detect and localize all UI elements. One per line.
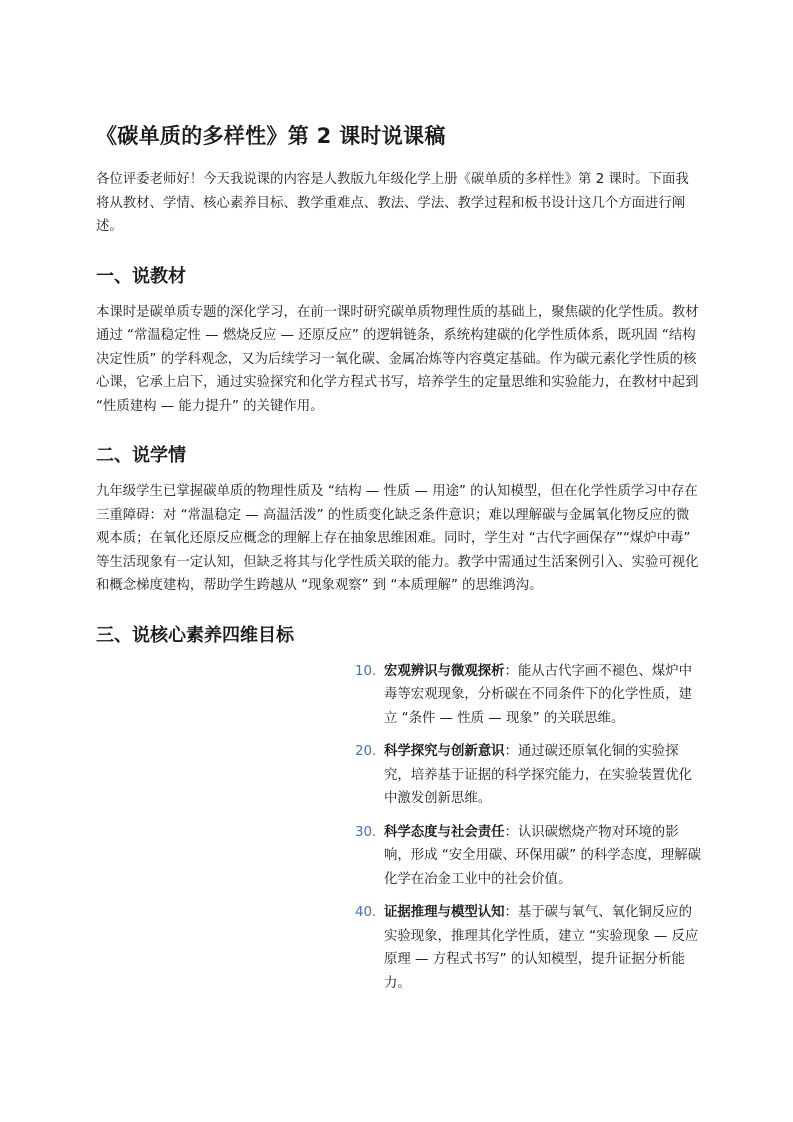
list-item [355,660,702,731]
section-heading-goals: 三、说核心素养四维目标 [96,624,294,646]
goal-label: 科学探究与创新意识 [384,744,505,759]
document-page [96,120,701,1005]
goal-label: 宏观辨识与微观探析 [384,663,505,679]
list-number: 10. [355,663,377,679]
section-text-textbook: 本课时是碳单质专题的深化学习，在前一课时研究碳单质物理性质的基础上，聚焦碳的化学性质。教材通过 “常温稳定性 — 燃烧反应 — 还原反应” 的逻辑链条，系统构建碳的化学性质体系，既巩固 “结构决定性质” 的学科观念，又为后续学习一氧化碳、金属冶炼等内容奠定基础。作为碳元素化学性质的核心课，它承上启下，通过实验探究和化学方程式书写，培养学生的定量思维和实验能力，在教材中起到 “性质建构 — 能力提升” 的关键作用。 [96,304,699,414]
goal-text: ：通过碳还原氧化铜的实验探究，培养基于证据的科学探究能力，在实验装置优化中激发创新思维。 [384,744,692,806]
goal-text: ：能从古代字画不褪色、煤炉中毒等宏观现象，分析碳在不同条件下的化学性质，建立 “条件 — 性质 — 现象” 的关联思维。 [384,663,692,726]
list-item [355,821,702,892]
goal-text: ：认识碳燃烧产物对环境的影响，形成 “安全用碳、环保用碳” 的科学态度，理解碳化学在冶金工业中的社会价值。 [384,824,701,887]
goal-text: ：基于碳与氧气、氧化铜反应的实验现象，推理其化学性质，建立 “实验现象 — 反应原理 — 方程式书写” 的认知模型，提升证据分析能力。 [384,905,699,991]
list-item [355,901,702,995]
goal-label: 科学态度与社会责任 [384,824,505,840]
list-item [355,740,702,811]
intro-paragraph: 各位评委老师好！今天我说课的内容是人教版九年级化学上册《碳单质的多样性》第 2 课时。下面我将从教材、学情、核心素养目标、教学重难点、教法、学法、教学过程和板书设计这几个方面进行阐述。 [96,172,689,234]
list-number: 30. [355,824,377,840]
section-heading-textbook: 一、说教材 [96,265,186,287]
goal-label: 证据推理与模型认知 [384,905,505,920]
goals-list [96,660,701,996]
document-title: 《碳单质的多样性》第 2 课时说课稿 [96,124,446,148]
section-heading-students: 二、说学情 [96,445,186,466]
section-text-students: 九年级学生已掌握碳单质的物理性质及 “结构 — 性质 — 用途” 的认知模型，但在化学性质学习中存在三重障碍：对 “常温稳定 — 高温活泼” 的性质变化缺乏条件意识；难以理解碳与金属氧化物反应的微观本质；在氧化还原反应概念的理解上存在抽象思维困难。同时，学生对 “古代字画保存”“煤炉中毒” 等生活现象有一定认知，但缺乏将其与化学性质关联的能力。教学中需通过生活案例引入、实验可视化和概念梯度建构，帮助学生跨越从 “现象观察” 到 “本质理解” 的思维鸿沟。 [96,484,699,593]
list-number: 20. [355,744,377,759]
list-number: 40. [355,905,377,920]
